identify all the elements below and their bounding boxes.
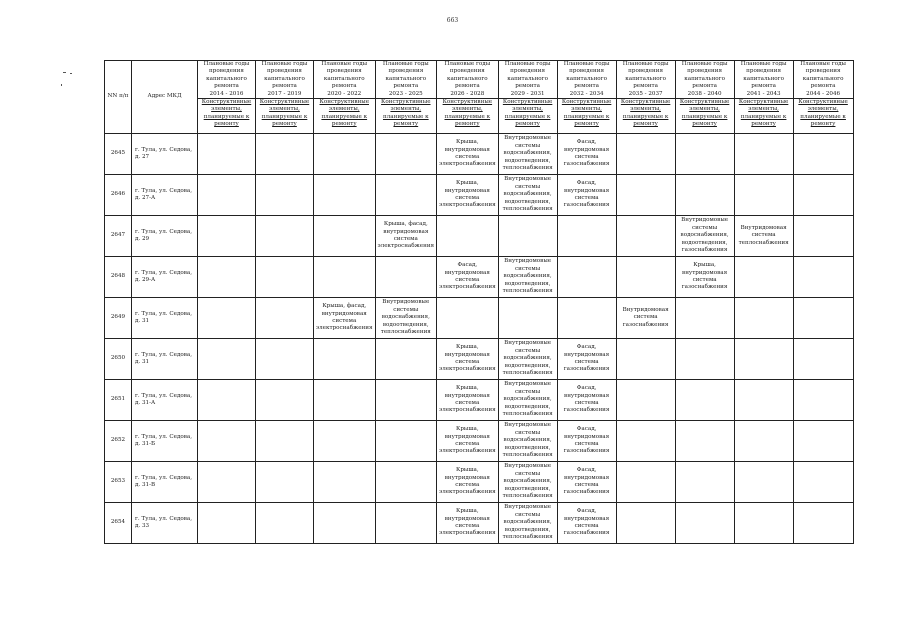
table-row [105,380,854,421]
elements-label: Конструктивные элементы, планируемые к ремонту [381,99,431,128]
repair-elements-cell [793,298,853,339]
repair-elements-cell [375,298,437,339]
repair-elements-cell [437,421,499,462]
repair-elements-cell [793,462,853,503]
column-header-period [498,61,557,134]
period-years: 2017 - 2019 [267,90,302,97]
repair-elements-cell [375,175,437,216]
elements-label: Конструктивные элементы, планируемые к ремонту [442,99,493,128]
repair-elements-cell [375,339,437,380]
period-years: 2038 - 2040 [687,90,722,97]
repair-elements-text: Внутридомовые системы водоснабжения, водоотведения, газоснабжения [680,217,729,254]
repair-elements-cell [198,462,256,503]
repair-elements-text: Фасад, внутридомовая система газоснабжения [563,508,610,537]
repair-elements-cell [793,380,853,421]
repair-elements-cell [314,380,376,421]
repair-elements-cell [375,216,437,257]
row-number: 2653 [105,462,132,503]
repair-elements-cell [375,134,437,175]
table-row [105,134,854,175]
repair-elements-cell [198,339,256,380]
period-label: Плановые годы проведения капитального ремонта [382,61,429,90]
repair-elements-text: Внутридомовая система теплоснабжения [738,224,789,246]
row-address: г. Тула, ул. Седова, д. 29 [132,216,198,257]
period-years: 2023 - 2025 [388,90,423,97]
repair-elements-cell [616,421,675,462]
period-label: Плановые годы проведения капитального ремонта [563,61,610,90]
row-number: 2652 [105,421,132,462]
elements-label: Конструктивные элементы, планируемые к ремонту [502,99,553,128]
page-number: 663 [446,17,459,24]
elements-label: Конструктивные элементы, планируемые к ремонту [620,99,671,128]
repair-elements-text: Внутридомовые системы водоснабжения, водоотведения, теплоснабжения [502,340,553,377]
repair-elements-cell [616,175,675,216]
repair-elements-text: Внутридомовые системы водоснабжения, водоотведения, теплоснабжения [502,463,553,500]
repair-elements-text: Крыша, внутридомовая система электроснабжения [439,467,496,496]
period-label: Плановые годы проведения капитального ремонта [444,61,491,90]
period-years: 2014 - 2016 [209,90,244,97]
row-number: 2646 [105,175,132,216]
repair-elements-cell [675,421,734,462]
period-years: 2044 - 2046 [806,90,841,97]
repair-elements-cell [793,339,853,380]
row-number: 2647 [105,216,132,257]
repair-elements-cell [675,462,734,503]
repair-elements-cell [793,216,853,257]
repair-elements-cell [557,298,616,339]
repair-elements-cell [734,298,793,339]
repair-elements-cell [198,134,256,175]
repair-elements-cell [616,134,675,175]
table-row [105,421,854,462]
repair-elements-cell [314,175,376,216]
repair-elements-text: Внутридомовая система газоснабжения [622,306,669,328]
column-header-period [557,61,616,134]
repair-elements-cell [734,503,793,544]
repair-elements-cell [675,503,734,544]
repair-elements-cell [498,175,557,216]
repair-elements-cell [256,339,314,380]
repair-elements-cell [734,462,793,503]
elements-label: Конструктивные элементы, планируемые к ремонту [798,99,848,128]
repair-elements-cell [675,175,734,216]
repair-elements-cell [675,339,734,380]
elements-label: Конструктивные элементы, планируемые к ремонту [259,99,310,128]
repair-elements-cell [616,462,675,503]
elements-label: Конструктивные элементы, планируемые к ремонту [561,99,612,128]
column-header-period [375,61,437,134]
repair-elements-cell [793,421,853,462]
period-label: Плановые годы проведения капитального ремонта [622,61,669,90]
repair-elements-cell [314,462,376,503]
repair-elements-text: Крыша, внутридомовая система электроснабжения [439,180,496,209]
repair-elements-cell [498,380,557,421]
table-row [105,298,854,339]
row-number: 2649 [105,298,132,339]
repair-elements-cell [734,175,793,216]
repair-elements-cell [498,462,557,503]
margin-mark [63,72,66,73]
repair-elements-cell [256,503,314,544]
table-row [105,503,854,544]
repair-elements-cell [375,503,437,544]
repair-elements-cell [375,257,437,298]
repair-elements-text: Крыша, внутридомовая система газоснабжения [681,262,728,291]
repair-elements-cell [557,175,616,216]
repair-elements-cell [437,175,499,216]
repair-elements-cell [675,257,734,298]
repair-elements-cell [498,298,557,339]
repair-elements-cell [557,216,616,257]
column-header-address: Адрес МКД [132,61,198,134]
repair-elements-text: Внутридомовые системы водоснабжения, водоотведения, теплоснабжения [502,381,553,418]
repair-elements-text: Крыша, внутридомовая система электроснабжения [439,508,496,537]
repair-elements-cell [437,462,499,503]
row-address: г. Тула, ул. Седова, д. 27 [132,134,198,175]
repair-elements-cell [437,134,499,175]
repair-elements-cell [675,216,734,257]
row-number: 2651 [105,380,132,421]
repair-elements-cell [498,421,557,462]
period-label: Плановые годы проведения капитального ремонта [740,61,787,90]
repair-elements-cell [256,134,314,175]
repair-elements-cell [793,503,853,544]
elements-label: Конструктивные элементы, планируемые к ремонту [319,99,369,128]
repair-elements-cell [198,380,256,421]
repair-elements-text: Крыша, внутридомовая система электроснабжения [439,139,496,168]
repair-elements-text: Крыша, фасад, внутридомовая система электроснабжения [377,221,435,250]
repair-elements-cell [498,503,557,544]
column-header-period [198,61,256,134]
repair-elements-cell [375,421,437,462]
repair-elements-cell [314,421,376,462]
repair-elements-cell [616,380,675,421]
row-number: 2650 [105,339,132,380]
row-number: 2648 [105,257,132,298]
column-header-period [793,61,853,134]
column-header-period [437,61,499,134]
repair-elements-cell [793,175,853,216]
repair-elements-cell [557,134,616,175]
repair-elements-text: Внутридомовые системы водоснабжения, водоотведения, теплоснабжения [502,504,553,541]
repair-elements-text: Фасад, внутридомовая система газоснабжения [563,385,610,414]
repair-elements-text: Внутридомовые системы водоснабжения, водоотведения, теплоснабжения [502,135,553,172]
row-address: г. Тула, ул. Седова, д. 27-А [132,175,198,216]
row-address: г. Тула, ул. Седова, д. 29-А [132,257,198,298]
repair-elements-cell [437,503,499,544]
column-header-period [616,61,675,134]
repair-elements-cell [256,380,314,421]
repair-elements-text: Внутридомовые системы водоснабжения, водоотведения, теплоснабжения [502,176,553,213]
column-header-period [256,61,314,134]
repair-elements-cell [616,257,675,298]
elements-label: Конструктивные элементы, планируемые к ремонту [738,99,789,128]
repair-elements-cell [557,421,616,462]
repair-elements-cell [256,462,314,503]
repair-elements-text: Фасад, внутридомовая система газоснабжения [563,180,610,209]
repair-elements-cell [557,257,616,298]
row-address: г. Тула, ул. Седова, д. 31 [132,339,198,380]
repair-elements-cell [314,134,376,175]
repair-elements-cell [256,216,314,257]
repair-elements-text: Крыша, внутридомовая система электроснабжения [439,426,496,455]
repair-elements-cell [675,134,734,175]
repair-elements-cell [793,134,853,175]
repair-elements-cell [198,257,256,298]
period-years: 2029 - 2031 [510,90,545,97]
repair-elements-cell [498,216,557,257]
column-header-period [675,61,734,134]
row-address: г. Тула, ул. Седова, д. 31-Б [132,421,198,462]
row-address: г. Тула, ул. Седова, д. 33 [132,503,198,544]
column-header-period [734,61,793,134]
repair-elements-text: Крыша, внутридомовая система электроснабжения [439,344,496,373]
repair-elements-text: Фасад, внутридомовая система газоснабжения [563,139,610,168]
repair-elements-cell [437,298,499,339]
repair-elements-cell [198,175,256,216]
period-label: Плановые годы проведения капитального ремонта [261,61,308,90]
repair-elements-cell [256,257,314,298]
repair-elements-cell [256,298,314,339]
repair-elements-cell [616,298,675,339]
repair-elements-cell [375,462,437,503]
repair-elements-text: Крыша, внутридомовая система электроснабжения [439,385,496,414]
repair-elements-cell [616,503,675,544]
period-years: 2041 - 2043 [746,90,781,97]
period-years: 2032 - 2034 [569,90,604,97]
table-row [105,175,854,216]
repair-elements-cell [256,175,314,216]
repair-elements-text: Внутридомовые системы водоснабжения, водоотведения, теплоснабжения [380,299,431,336]
repair-elements-cell [314,216,376,257]
repair-elements-cell [437,216,499,257]
repair-elements-cell [256,421,314,462]
repair-elements-cell [198,216,256,257]
repair-elements-cell [675,298,734,339]
capital-repair-table [104,60,854,544]
repair-elements-cell [675,380,734,421]
elements-label: Конструктивные элементы, планируемые к ремонту [201,99,252,128]
repair-elements-cell [498,257,557,298]
repair-elements-cell [616,339,675,380]
repair-elements-cell [437,380,499,421]
repair-elements-text: Фасад, внутридомовая система газоснабжения [563,426,610,455]
repair-elements-cell [437,339,499,380]
repair-elements-cell [314,257,376,298]
margin-mark [70,73,72,74]
repair-elements-cell [198,298,256,339]
repair-elements-cell [734,380,793,421]
repair-elements-text: Фасад, внутридомовая система электроснабжения [439,262,496,291]
repair-elements-cell [793,257,853,298]
row-number: 2645 [105,134,132,175]
repair-elements-cell [498,134,557,175]
column-header-period [314,61,376,134]
repair-elements-text: Фасад, внутридомовая система газоснабжения [563,467,610,496]
repair-elements-cell [198,421,256,462]
repair-elements-cell [734,257,793,298]
row-address: г. Тула, ул. Седова, д. 31-В [132,462,198,503]
repair-elements-text: Внутридомовые системы водоснабжения, водоотведения, теплоснабжения [502,258,553,295]
period-label: Плановые годы проведения капитального ремонта [800,61,846,90]
period-years: 2020 - 2022 [327,90,362,97]
repair-elements-cell [437,257,499,298]
repair-elements-cell [375,380,437,421]
table-row [105,462,854,503]
repair-elements-cell [734,339,793,380]
repair-elements-cell [314,503,376,544]
repair-elements-cell [734,421,793,462]
repair-elements-text: Внутридомовые системы водоснабжения, водоотведения, теплоснабжения [502,422,553,459]
row-address: г. Тула, ул. Седова, д. 31 [132,298,198,339]
period-label: Плановые годы проведения капитального ремонта [321,61,368,90]
table-row [105,216,854,257]
repair-elements-cell [314,298,376,339]
period-label: Плановые годы проведения капитального ремонта [504,61,551,90]
repair-elements-cell [734,134,793,175]
repair-elements-cell [198,503,256,544]
period-years: 2026 - 2028 [450,90,485,97]
repair-elements-text: Фасад, внутридомовая система газоснабжения [563,344,610,373]
elements-label: Конструктивные элементы, планируемые к ремонту [679,99,730,128]
period-label: Плановые годы проведения капитального ремонта [681,61,728,90]
period-label: Плановые годы проведения капитального ремонта [203,61,250,90]
table-row [105,257,854,298]
row-number: 2654 [105,503,132,544]
repair-elements-cell [498,339,557,380]
repair-elements-cell [557,462,616,503]
repair-elements-cell [314,339,376,380]
repair-elements-cell [557,503,616,544]
period-years: 2035 - 2037 [628,90,663,97]
margin-mark [61,84,62,86]
repair-elements-cell [734,216,793,257]
row-address: г. Тула, ул. Седова, д. 31-А [132,380,198,421]
column-header-nn: NN п/п [105,61,132,134]
repair-elements-text: Крыша, фасад, внутридомовая система электроснабжения [316,303,373,332]
repair-elements-cell [557,380,616,421]
repair-elements-cell [616,216,675,257]
repair-elements-cell [557,339,616,380]
table-row [105,339,854,380]
